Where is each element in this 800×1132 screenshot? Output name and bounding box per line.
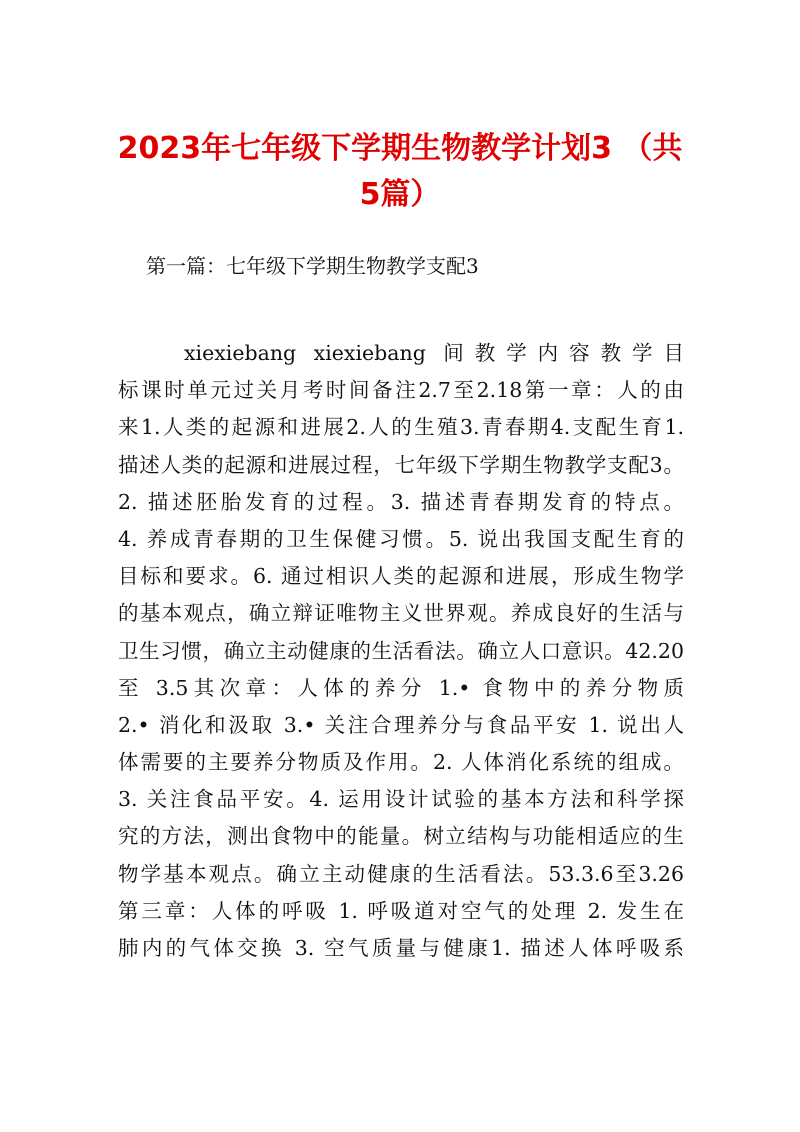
body-line: 4. 养成青春期的卫生保健习惯。5. 说出我国支配生育的 — [118, 526, 684, 551]
body-text — [118, 335, 684, 967]
section-heading: 第一篇：七年级下学期生物教学支配3 — [146, 254, 479, 278]
body-line: 肺内的气体交换 3. 空气质量与健康1. 描述人体呼吸系 — [118, 936, 684, 960]
body-line: xiexiebang xiexiebang 间教学内容教学目 — [184, 341, 684, 365]
body-line: 2.• 消化和汲取 3.• 关注合理养分与食品平安 1. 说出人 — [118, 712, 684, 737]
body-line: 2. 描述胚胎发育的过程。3. 描述青春期发育的特点。 — [118, 489, 684, 514]
body-line: 体需要的主要养分物质及作用。2. 人体消化系统的组成。 — [118, 750, 684, 775]
body-line: 至 3.5其次章：人体的养分 1.• 食物中的养分物质 — [118, 675, 684, 700]
body-line: 目标和要求。6. 通过相识人类的起源和进展，形成生物学 — [118, 564, 684, 589]
title-line-2: 5篇） — [359, 177, 441, 212]
body-line: 究的方法，测出食物中的能量。树立结构与功能相适应的生 — [118, 824, 684, 849]
body-line: 第三章：人体的呼吸 1. 呼吸道对空气的处理 2. 发生在 — [118, 898, 684, 923]
title-line-1: 2023年七年级下学期生物教学计划3 （共 — [117, 131, 683, 166]
body-line: 物学基本观点。确立主动健康的生活看法。53.3.6至3.26 — [118, 861, 684, 886]
body-line: 标课时单元过关月考时间备注2.7至2.18第一章：人的由 — [118, 378, 684, 403]
body-line: 的基本观点，确立辩证唯物主义世界观。养成良好的生活与 — [118, 601, 684, 626]
document-title — [110, 126, 690, 218]
body-line: 来1.人类的起源和进展2.人的生殖3.青春期4.支配生育1. — [118, 415, 684, 440]
body-line: 3. 关注食品平安。4. 运用设计试验的基本方法和科学探 — [118, 787, 684, 812]
body-line: 卫生习惯，确立主动健康的生活看法。确立人口意识。42.20 — [118, 638, 684, 663]
body-line: 描述人类的起源和进展过程，七年级下学期生物教学支配3。 — [118, 452, 684, 477]
